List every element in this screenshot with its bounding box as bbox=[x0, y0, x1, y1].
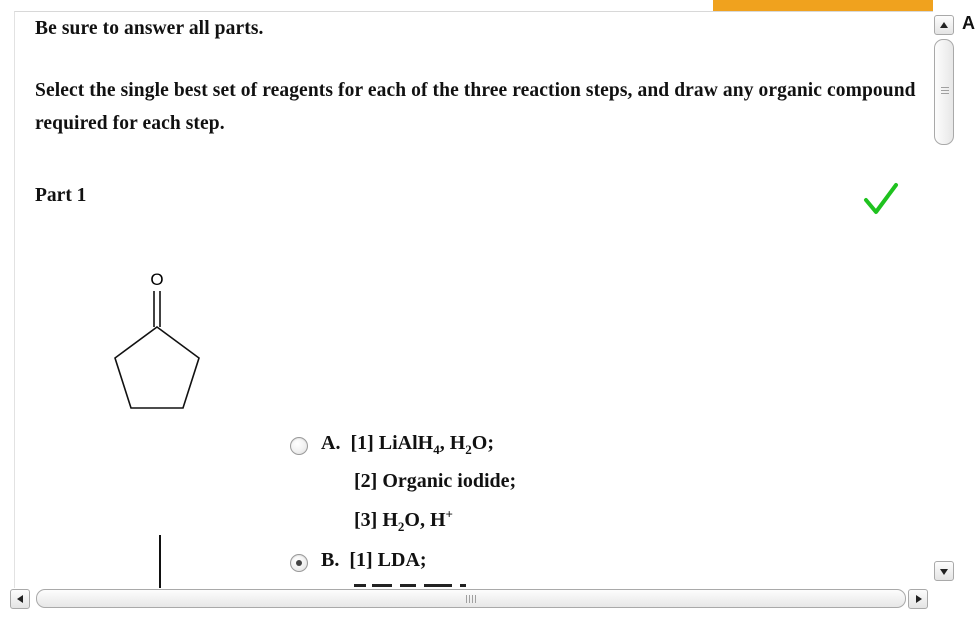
option-b-radio[interactable] bbox=[290, 554, 308, 572]
grip-line bbox=[469, 595, 470, 603]
part-label: Part 1 bbox=[35, 185, 87, 206]
top-accent-bar bbox=[713, 0, 933, 11]
scroll-up-button[interactable] bbox=[934, 15, 954, 35]
scroll-right-button[interactable] bbox=[908, 589, 928, 609]
option-a-radio[interactable] bbox=[290, 437, 308, 455]
option-b-step1 bbox=[321, 549, 427, 572]
horizontal-scrollbar[interactable] bbox=[8, 588, 933, 611]
option-a-step3: [3] $H_2O$, H+ bbox=[354, 506, 453, 534]
arrow-down-icon bbox=[940, 569, 948, 575]
option-a-letter: A. bbox=[321, 432, 341, 454]
grip-line bbox=[941, 90, 949, 91]
vertical-scrollbar[interactable] bbox=[933, 11, 955, 587]
grip-line bbox=[466, 595, 467, 603]
option-a-subscript: 2 bbox=[465, 442, 472, 457]
arrow-left-icon bbox=[17, 595, 23, 603]
arrow-up-icon bbox=[940, 22, 948, 28]
option-a-step1-text: [1] LiAlH bbox=[350, 432, 434, 454]
arrow-right-icon bbox=[916, 595, 922, 603]
grip-line bbox=[941, 93, 949, 94]
grip-line bbox=[475, 595, 476, 603]
scroll-left-button[interactable] bbox=[10, 589, 30, 609]
instruction-text: Select the single best set of reagents for each of the three reaction steps, and draw any organic compound required for each step. bbox=[35, 80, 916, 134]
grip-line bbox=[472, 595, 473, 603]
horizontal-scroll-thumb[interactable] bbox=[36, 589, 906, 608]
edge-label: A bbox=[962, 13, 975, 33]
cyclopentanone-structure bbox=[103, 262, 223, 422]
option-a-step2: [2] Organic iodide; bbox=[354, 470, 517, 492]
option-a-step1: A. [1] LiAlH$_4$, $H_2O$; bbox=[321, 432, 495, 457]
option-a-subscript: 4 bbox=[433, 442, 440, 457]
option-a-subscript: 2 bbox=[397, 519, 405, 534]
option-a-superscript: + bbox=[445, 506, 453, 522]
oxygen-atom-label: O bbox=[150, 270, 164, 289]
option-b-step1-text: [1] LDA; bbox=[349, 549, 427, 571]
partial-structure-bond bbox=[159, 535, 161, 588]
question-panel bbox=[14, 11, 933, 588]
check-icon bbox=[863, 182, 899, 216]
option-a-step3-text: [3] H bbox=[354, 509, 398, 531]
grip-line bbox=[941, 87, 949, 88]
scroll-down-button[interactable] bbox=[934, 561, 954, 581]
instruction-line: Be sure to answer all parts. bbox=[35, 18, 264, 39]
vertical-scroll-thumb[interactable] bbox=[934, 39, 954, 145]
option-b-letter: B. bbox=[321, 549, 340, 571]
